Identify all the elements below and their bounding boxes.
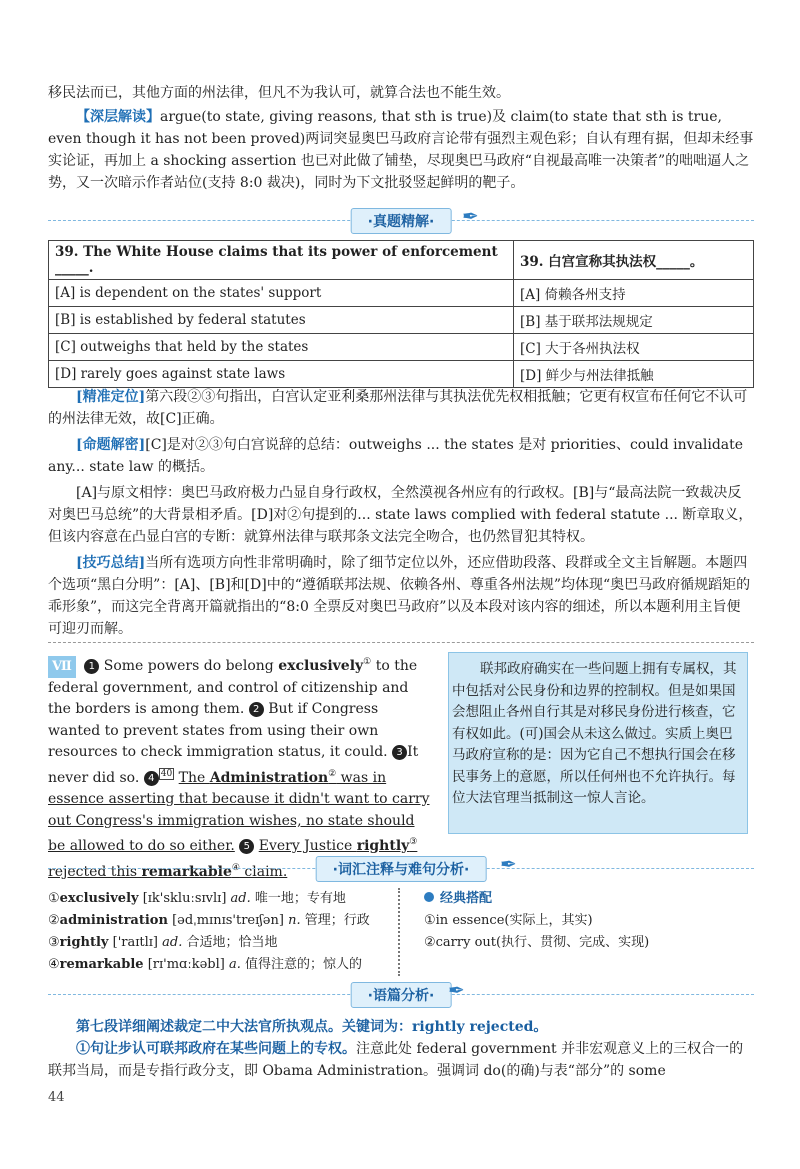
bullet-icon [424,892,434,902]
vocab-administration: Administration [209,769,329,786]
answer-analysis [48,386,754,640]
question-40-mark: 40 [160,768,173,779]
analysis-tips-tag: [技巧总结] [76,555,146,571]
table-row [49,334,754,361]
discourse-detail-tag: ①句让步认可联邦政府在某些问题上的专权。 [76,1041,356,1057]
sentence-5-marker: 5 [239,839,254,854]
question-stem-en: 39. The White House claims that its power of enforcement _____. [49,241,514,280]
list-item: ④remarkable [rɪ'mɑːkəbl] a. 值得注意的；惊人的 [48,957,363,972]
analysis-decode [48,434,754,478]
passage-paragraph: Ⅶ 1 Some powers do belong exclusively① to the federal government, and control of citizenship and the borders is among them. 2 But if Congress wanted to prevent states from using their own resources to check immigration status, it could. 3 It never did so. 4 $^{40}$ The Administration② was in essence asserting that because it didn't want to carry out Congress's immigration wishes, no state should be allowed to do so either. 5 Every Justice rightly③ rejected this remarkable④ claim. [48,657,430,880]
quill-icon: ✒ [462,204,479,228]
list-item: ①in essence(实际上，其实) [424,913,593,928]
section-header-question [48,204,754,234]
option-c-en: [C] outweighs that held by the states [49,334,514,361]
translation-text: 联邦政府确实在一些问题上拥有专属权，其中包括对公民身份和边界的控制权。但是如果国会想阻止各州自行其是对移民身份进行核查，它有权如此。(可)国会从未这么做过。实质上奥巴马政府宣称的是：因为它自己不想执行国会在移民事务上的意愿，所以任何州也不允许执行。每位大法官理当抵制这一惊人言论。 [452,661,737,806]
list-item: ②carry out(执行、贯彻、完成、实现) [424,935,650,950]
intro-paragraph [48,82,754,194]
question-table [48,240,754,388]
option-d-cn: [D] 鲜少与州法律抵触 [514,361,754,388]
vocab-rightly: rightly [356,838,410,854]
option-b-cn: [B] 基于联邦法规规定 [514,307,754,334]
list-item: ②administration [ədˌmɪnɪs'treɪʃən] n. 管理；行政 [48,913,370,928]
vocab-exclusively: exclusively [278,658,364,674]
quill-icon: ✒ [448,978,465,1002]
table-row [49,241,754,280]
vocab-list [48,888,378,976]
spiral-divider [398,888,410,976]
list-item: ①exclusively [ɪk'skluːsɪvlɪ] ad. 唯一地；专有地 [48,891,346,906]
analysis-tips-text: 当所有选项方向性非常明确时，除了细节定位以外，还应借助段落、段群或全文主旨解题。本题四个选项“黑白分明”：[A]、[B]和[D]中的“遵循联邦法规、依赖各州、尊重各州法规”均体现“奥巴马政府循规蹈矩的乖形象”，而这完全背离开篇就指出的“8:0 全票反对奥巴马政府”以及本段对该内容的细述，所以本题利用主旨便可迎刃而解。 [48,555,751,637]
vocab-remarkable: remarkable [141,863,232,880]
sentence-4-marker: 4 [144,771,159,786]
discourse-analysis [48,1016,754,1082]
list-item: ③rightly ['raɪtlɪ] ad. 合适地；恰当地 [48,935,278,950]
table-row [49,307,754,334]
sentence-5-a: Every Justice [258,838,357,854]
option-c-cn: [C] 大于各州执法权 [514,334,754,361]
collocations-heading: 经典搭配 [424,888,754,910]
sentence-2-marker: 2 [249,702,264,717]
sentence-3-text: It never did so. [48,744,419,786]
analysis-decode-tag: [命题解密] [76,437,146,453]
sentence-4-b: was in essence asserting that because it didn't want to carry out Congress's immigration wishes, no state should be allowed to do so either. [48,769,430,854]
option-b-en: [B] is established by federal statutes [49,307,514,334]
section-title: ·语篇分析· [351,982,452,1008]
collocations [424,888,754,954]
sentence-1-rest: to the federal government, and control of citizenship and the borders is among them. [48,658,418,717]
paragraph-number-badge: Ⅶ [48,656,76,678]
option-a-en: [A] is dependent on the states' support [49,280,514,307]
sentence-4-a: The [178,769,210,786]
page-number: 44 [48,1090,65,1105]
deep-analysis-text: argue(to state, giving reasons, that sth is true)及 claim(to state that sth is true, even though it has not been proved)两词突显奥巴马政府言论带有强烈主观色彩；自认有理有据，但却未经事实论证，再加上 a shocking assertion 也已对此做了铺垫，尽现奥巴马政府“自视最高唯一决策者”的咄咄逼人之势，又一次暗示作者站位(支持 8:0 裁决)，同时为下文批驳竖起鲜明的靶子。 [48,109,754,191]
analysis-distractors: [A]与原文相悖：奥巴马政府极力凸显自身行政权，全然漠视各州应有的行政权。[B]与“最高法院一致裁决反对奥巴马总统”的大背景相矛盾。[D]对②句提到的... state laws complied with federal statute ... 断章取义，但该内容意在凸显白宫的专断：就算州法律与联邦条文法完全吻合，也仍然冒犯其特权。 [48,485,753,545]
translation-box [448,652,748,834]
discourse-detail-text: 注意此处 federal government 并非宏观意义上的三权合一的联邦当局，而是专指行政分支，即 Obama Administration。强调词 do(的确)与表“部分”的 some [48,1041,744,1079]
table-row [49,361,754,388]
divider-line [48,642,754,643]
sentence-3-marker: 3 [392,745,407,760]
table-row [49,280,754,307]
intro-line: 移民法而已，其他方面的州法律，但凡不为我认可，就算合法也不能生效。 [48,85,510,101]
deep-analysis-tag: 【深层解读】 [76,109,160,125]
question-stem-cn: 39. 白宫宣称其执法权_____。 [514,241,754,280]
option-a-cn: [A] 倚赖各州支持 [514,280,754,307]
option-d-en: [D] rarely goes against state laws [49,361,514,388]
sentence-1-text: Some powers do belong [103,658,279,674]
analysis-tips [48,552,754,640]
quill-icon: ✒ [500,852,517,876]
analysis-locate [48,386,754,430]
section-title: ·真题精解· [351,208,452,234]
analysis-locate-text: 第六段②③句指出，白宫认定亚利桑那州法律与其执法优先权相抵触；它更有权宣布任何它不认可的州法律无效，故[C]正确。 [48,389,748,427]
analysis-decode-text: [C]是对②③句白宫说辞的总结：outweighs ... the states 是对 priorities、could invalidate any... state law 的概括。 [48,437,744,475]
section-header-vocab [48,852,754,882]
section-header-discourse [48,978,754,1008]
section-title: ·词汇注释与难句分析· [316,856,487,882]
deep-analysis [48,106,754,194]
sentence-2-text: But if Congress wanted to prevent states from using their own resources to check immigration status, it could. [48,701,388,760]
sentence-5-c: claim. [239,863,288,880]
sentence-5-b: rejected this [48,863,142,880]
sentence-1-marker: 1 [84,659,99,674]
discourse-summary: 第七段详细阐述裁定二中大法官所执观点。关键词为：rightly rejected。 [76,1019,548,1035]
discourse-detail [48,1038,754,1082]
analysis-locate-tag: [精准定位] [76,389,146,405]
